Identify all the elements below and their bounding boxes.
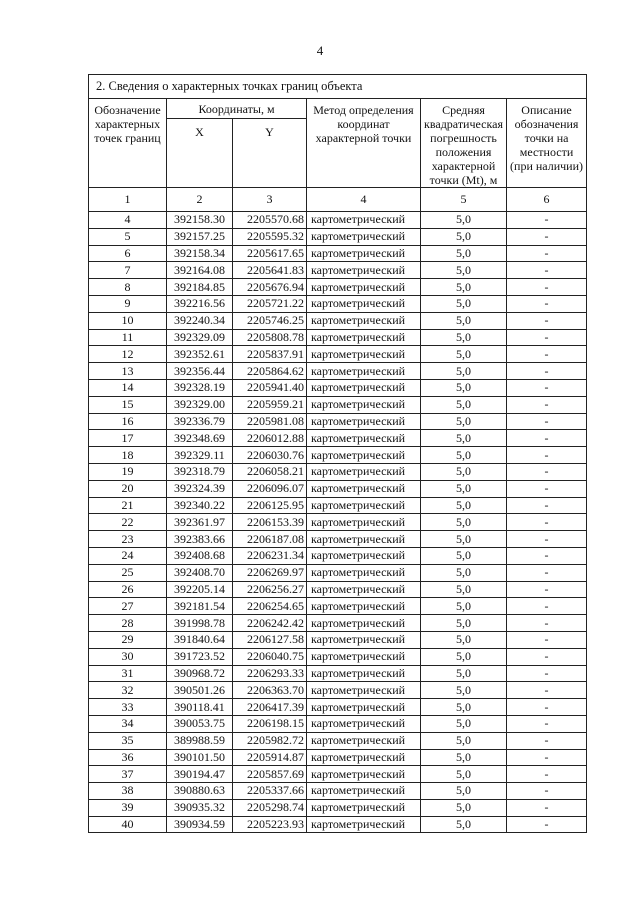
table-row xyxy=(89,531,587,548)
method-cell: картометрический xyxy=(307,631,421,648)
x-coordinate-cell: 392329.09 xyxy=(167,329,233,346)
point-number-cell: 12 xyxy=(89,346,167,363)
method-cell: картометрический xyxy=(307,783,421,800)
header-point: Обозначение характерных точек границ xyxy=(89,99,167,188)
table-row xyxy=(89,547,587,564)
description-cell: - xyxy=(507,564,587,581)
x-coordinate-cell: 390118.41 xyxy=(167,699,233,716)
table-row xyxy=(89,816,587,833)
method-cell: картометрический xyxy=(307,598,421,615)
description-cell: - xyxy=(507,732,587,749)
x-coordinate-cell: 392352.61 xyxy=(167,346,233,363)
description-cell: - xyxy=(507,749,587,766)
y-coordinate-cell: 2206417.39 xyxy=(233,699,307,716)
description-cell: - xyxy=(507,631,587,648)
table-row xyxy=(89,480,587,497)
point-number-cell: 18 xyxy=(89,447,167,464)
error-cell: 5,0 xyxy=(421,816,507,833)
description-cell: - xyxy=(507,497,587,514)
table-row xyxy=(89,329,587,346)
point-number-cell: 21 xyxy=(89,497,167,514)
x-coordinate-cell: 392329.00 xyxy=(167,396,233,413)
y-coordinate-cell: 2206256.27 xyxy=(233,581,307,598)
method-cell: картометрический xyxy=(307,228,421,245)
column-number: 3 xyxy=(233,188,307,212)
column-number: 5 xyxy=(421,188,507,212)
point-number-cell: 40 xyxy=(89,816,167,833)
x-coordinate-cell: 392328.19 xyxy=(167,379,233,396)
point-number-cell: 36 xyxy=(89,749,167,766)
y-coordinate-cell: 2206040.75 xyxy=(233,648,307,665)
y-coordinate-cell: 2206363.70 xyxy=(233,682,307,699)
x-coordinate-cell: 390053.75 xyxy=(167,715,233,732)
y-coordinate-cell: 2206242.42 xyxy=(233,615,307,632)
method-cell: картометрический xyxy=(307,346,421,363)
y-coordinate-cell: 2205570.68 xyxy=(233,212,307,229)
y-coordinate-cell: 2206125.95 xyxy=(233,497,307,514)
x-coordinate-cell: 390934.59 xyxy=(167,816,233,833)
point-number-cell: 38 xyxy=(89,783,167,800)
point-number-cell: 19 xyxy=(89,463,167,480)
y-coordinate-cell: 2205864.62 xyxy=(233,363,307,380)
column-number: 4 xyxy=(307,188,421,212)
error-cell: 5,0 xyxy=(421,262,507,279)
point-number-cell: 10 xyxy=(89,312,167,329)
x-coordinate-cell: 392157.25 xyxy=(167,228,233,245)
error-cell: 5,0 xyxy=(421,379,507,396)
error-cell: 5,0 xyxy=(421,228,507,245)
description-cell: - xyxy=(507,715,587,732)
description-cell: - xyxy=(507,463,587,480)
method-cell: картометрический xyxy=(307,581,421,598)
description-cell: - xyxy=(507,531,587,548)
x-coordinate-cell: 392158.34 xyxy=(167,245,233,262)
method-cell: картометрический xyxy=(307,699,421,716)
x-coordinate-cell: 392318.79 xyxy=(167,463,233,480)
error-cell: 5,0 xyxy=(421,799,507,816)
x-coordinate-cell: 391998.78 xyxy=(167,615,233,632)
y-coordinate-cell: 2205298.74 xyxy=(233,799,307,816)
y-coordinate-cell: 2205721.22 xyxy=(233,295,307,312)
y-coordinate-cell: 2205223.93 xyxy=(233,816,307,833)
x-coordinate-cell: 390101.50 xyxy=(167,749,233,766)
error-cell: 5,0 xyxy=(421,497,507,514)
method-cell: картометрический xyxy=(307,245,421,262)
table-row xyxy=(89,447,587,464)
description-cell: - xyxy=(507,447,587,464)
column-number: 6 xyxy=(507,188,587,212)
y-coordinate-cell: 2205808.78 xyxy=(233,329,307,346)
table-row xyxy=(89,312,587,329)
description-cell: - xyxy=(507,245,587,262)
description-cell: - xyxy=(507,295,587,312)
method-cell: картометрический xyxy=(307,212,421,229)
description-cell: - xyxy=(507,581,587,598)
point-number-cell: 24 xyxy=(89,547,167,564)
description-cell: - xyxy=(507,783,587,800)
y-coordinate-cell: 2205982.72 xyxy=(233,732,307,749)
x-coordinate-cell: 392348.69 xyxy=(167,430,233,447)
table-row xyxy=(89,413,587,430)
x-coordinate-cell: 392216.56 xyxy=(167,295,233,312)
table-row xyxy=(89,514,587,531)
table-row xyxy=(89,463,587,480)
y-coordinate-cell: 2205941.40 xyxy=(233,379,307,396)
method-cell: картометрический xyxy=(307,682,421,699)
description-cell: - xyxy=(507,379,587,396)
method-cell: картометрический xyxy=(307,665,421,682)
method-cell: картометрический xyxy=(307,329,421,346)
point-number-cell: 39 xyxy=(89,799,167,816)
y-coordinate-cell: 2206231.34 xyxy=(233,547,307,564)
x-coordinate-cell: 390968.72 xyxy=(167,665,233,682)
y-coordinate-cell: 2205959.21 xyxy=(233,396,307,413)
method-cell: картометрический xyxy=(307,514,421,531)
point-number-cell: 7 xyxy=(89,262,167,279)
x-coordinate-cell: 392205.14 xyxy=(167,581,233,598)
point-number-cell: 11 xyxy=(89,329,167,346)
error-cell: 5,0 xyxy=(421,480,507,497)
description-cell: - xyxy=(507,363,587,380)
description-cell: - xyxy=(507,312,587,329)
method-cell: картометрический xyxy=(307,816,421,833)
x-coordinate-cell: 391723.52 xyxy=(167,648,233,665)
point-number-cell: 26 xyxy=(89,581,167,598)
table-row xyxy=(89,346,587,363)
error-cell: 5,0 xyxy=(421,312,507,329)
x-coordinate-cell: 392336.79 xyxy=(167,413,233,430)
error-cell: 5,0 xyxy=(421,766,507,783)
error-cell: 5,0 xyxy=(421,279,507,296)
error-cell: 5,0 xyxy=(421,396,507,413)
method-cell: картометрический xyxy=(307,531,421,548)
point-number-cell: 9 xyxy=(89,295,167,312)
point-number-cell: 17 xyxy=(89,430,167,447)
description-cell: - xyxy=(507,514,587,531)
x-coordinate-cell: 392324.39 xyxy=(167,480,233,497)
error-cell: 5,0 xyxy=(421,363,507,380)
error-cell: 5,0 xyxy=(421,615,507,632)
header-method: Метод определения координат характерной точки xyxy=(307,99,421,188)
error-cell: 5,0 xyxy=(421,329,507,346)
x-coordinate-cell: 392361.97 xyxy=(167,514,233,531)
method-cell: картометрический xyxy=(307,363,421,380)
point-number-cell: 34 xyxy=(89,715,167,732)
point-number-cell: 23 xyxy=(89,531,167,548)
table-row xyxy=(89,799,587,816)
header-x: X xyxy=(167,119,233,188)
method-cell: картометрический xyxy=(307,480,421,497)
method-cell: картометрический xyxy=(307,295,421,312)
table-row xyxy=(89,279,587,296)
description-cell: - xyxy=(507,396,587,413)
method-cell: картометрический xyxy=(307,648,421,665)
point-number-cell: 6 xyxy=(89,245,167,262)
method-cell: картометрический xyxy=(307,430,421,447)
x-coordinate-cell: 392164.08 xyxy=(167,262,233,279)
y-coordinate-cell: 2205641.83 xyxy=(233,262,307,279)
table-row xyxy=(89,245,587,262)
description-cell: - xyxy=(507,816,587,833)
header-coordinates: Координаты, м xyxy=(167,99,307,119)
error-cell: 5,0 xyxy=(421,732,507,749)
table-row xyxy=(89,564,587,581)
error-cell: 5,0 xyxy=(421,346,507,363)
y-coordinate-cell: 2206030.76 xyxy=(233,447,307,464)
error-cell: 5,0 xyxy=(421,749,507,766)
header-error: Средняя квадратическая погрешность положения характерной точки (Mt), м xyxy=(421,99,507,188)
header-description: Описание обозначения точки на местности (при наличии) xyxy=(507,99,587,188)
x-coordinate-cell: 392240.34 xyxy=(167,312,233,329)
x-coordinate-cell: 392329.11 xyxy=(167,447,233,464)
error-cell: 5,0 xyxy=(421,682,507,699)
method-cell: картометрический xyxy=(307,732,421,749)
description-cell: - xyxy=(507,262,587,279)
description-cell: - xyxy=(507,212,587,229)
method-cell: картометрический xyxy=(307,615,421,632)
description-cell: - xyxy=(507,648,587,665)
method-cell: картометрический xyxy=(307,463,421,480)
page-number: 4 xyxy=(316,43,324,58)
error-cell: 5,0 xyxy=(421,715,507,732)
x-coordinate-cell: 392408.70 xyxy=(167,564,233,581)
y-coordinate-cell: 2205617.65 xyxy=(233,245,307,262)
point-number-cell: 31 xyxy=(89,665,167,682)
error-cell: 5,0 xyxy=(421,212,507,229)
point-number-cell: 37 xyxy=(89,766,167,783)
y-coordinate-cell: 2206198.15 xyxy=(233,715,307,732)
y-coordinate-cell: 2205857.69 xyxy=(233,766,307,783)
error-cell: 5,0 xyxy=(421,598,507,615)
y-coordinate-cell: 2205981.08 xyxy=(233,413,307,430)
description-cell: - xyxy=(507,480,587,497)
method-cell: картометрический xyxy=(307,379,421,396)
y-coordinate-cell: 2205746.25 xyxy=(233,312,307,329)
y-coordinate-cell: 2205676.94 xyxy=(233,279,307,296)
point-number-cell: 16 xyxy=(89,413,167,430)
y-coordinate-cell: 2206096.07 xyxy=(233,480,307,497)
error-cell: 5,0 xyxy=(421,699,507,716)
point-number-cell: 32 xyxy=(89,682,167,699)
column-number-row xyxy=(89,188,587,212)
error-cell: 5,0 xyxy=(421,447,507,464)
y-coordinate-cell: 2206012.88 xyxy=(233,430,307,447)
table-row xyxy=(89,699,587,716)
error-cell: 5,0 xyxy=(421,631,507,648)
point-number-cell: 27 xyxy=(89,598,167,615)
table-row xyxy=(89,615,587,632)
x-coordinate-cell: 390880.63 xyxy=(167,783,233,800)
error-cell: 5,0 xyxy=(421,413,507,430)
point-number-cell: 15 xyxy=(89,396,167,413)
description-cell: - xyxy=(507,699,587,716)
y-coordinate-cell: 2206187.08 xyxy=(233,531,307,548)
error-cell: 5,0 xyxy=(421,295,507,312)
table-row xyxy=(89,228,587,245)
description-cell: - xyxy=(507,547,587,564)
description-cell: - xyxy=(507,413,587,430)
description-cell: - xyxy=(507,665,587,682)
y-coordinate-cell: 2205337.66 xyxy=(233,783,307,800)
y-coordinate-cell: 2206254.65 xyxy=(233,598,307,615)
description-cell: - xyxy=(507,799,587,816)
error-cell: 5,0 xyxy=(421,783,507,800)
point-number-cell: 4 xyxy=(89,212,167,229)
table-row xyxy=(89,766,587,783)
description-cell: - xyxy=(507,228,587,245)
x-coordinate-cell: 389988.59 xyxy=(167,732,233,749)
method-cell: картометрический xyxy=(307,715,421,732)
boundary-points-table xyxy=(88,74,587,833)
point-number-cell: 20 xyxy=(89,480,167,497)
table-body xyxy=(89,212,587,833)
y-coordinate-cell: 2206127.58 xyxy=(233,631,307,648)
error-cell: 5,0 xyxy=(421,531,507,548)
table-row xyxy=(89,212,587,229)
table-row xyxy=(89,396,587,413)
y-coordinate-cell: 2205914.87 xyxy=(233,749,307,766)
error-cell: 5,0 xyxy=(421,648,507,665)
method-cell: картометрический xyxy=(307,447,421,464)
error-cell: 5,0 xyxy=(421,245,507,262)
point-number-cell: 13 xyxy=(89,363,167,380)
point-number-cell: 29 xyxy=(89,631,167,648)
table-row xyxy=(89,379,587,396)
x-coordinate-cell: 392184.85 xyxy=(167,279,233,296)
method-cell: картометрический xyxy=(307,766,421,783)
description-cell: - xyxy=(507,329,587,346)
table-row xyxy=(89,497,587,514)
x-coordinate-cell: 392383.66 xyxy=(167,531,233,548)
x-coordinate-cell: 390194.47 xyxy=(167,766,233,783)
table-row xyxy=(89,732,587,749)
method-cell: картометрический xyxy=(307,749,421,766)
description-cell: - xyxy=(507,615,587,632)
error-cell: 5,0 xyxy=(421,547,507,564)
x-coordinate-cell: 392356.44 xyxy=(167,363,233,380)
x-coordinate-cell: 392340.22 xyxy=(167,497,233,514)
table-row xyxy=(89,648,587,665)
table-row xyxy=(89,581,587,598)
y-coordinate-cell: 2205595.32 xyxy=(233,228,307,245)
point-number-cell: 22 xyxy=(89,514,167,531)
method-cell: картометрический xyxy=(307,262,421,279)
y-coordinate-cell: 2206058.21 xyxy=(233,463,307,480)
description-cell: - xyxy=(507,279,587,296)
table-row xyxy=(89,715,587,732)
x-coordinate-cell: 390501.26 xyxy=(167,682,233,699)
description-cell: - xyxy=(507,430,587,447)
error-cell: 5,0 xyxy=(421,564,507,581)
method-cell: картометрический xyxy=(307,547,421,564)
table-row xyxy=(89,295,587,312)
description-cell: - xyxy=(507,598,587,615)
method-cell: картометрический xyxy=(307,564,421,581)
x-coordinate-cell: 390935.32 xyxy=(167,799,233,816)
y-coordinate-cell: 2205837.91 xyxy=(233,346,307,363)
table-row xyxy=(89,682,587,699)
description-cell: - xyxy=(507,766,587,783)
point-number-cell: 30 xyxy=(89,648,167,665)
table-row xyxy=(89,665,587,682)
x-coordinate-cell: 392408.68 xyxy=(167,547,233,564)
table-row xyxy=(89,262,587,279)
table-row xyxy=(89,430,587,447)
point-number-cell: 33 xyxy=(89,699,167,716)
description-cell: - xyxy=(507,346,587,363)
point-number-cell: 28 xyxy=(89,615,167,632)
point-number-cell: 8 xyxy=(89,279,167,296)
y-coordinate-cell: 2206269.97 xyxy=(233,564,307,581)
table-row xyxy=(89,631,587,648)
table-row xyxy=(89,363,587,380)
error-cell: 5,0 xyxy=(421,514,507,531)
point-number-cell: 35 xyxy=(89,732,167,749)
column-number: 1 xyxy=(89,188,167,212)
x-coordinate-cell: 391840.64 xyxy=(167,631,233,648)
method-cell: картометрический xyxy=(307,497,421,514)
y-coordinate-cell: 2206293.33 xyxy=(233,665,307,682)
point-number-cell: 25 xyxy=(89,564,167,581)
method-cell: картометрический xyxy=(307,396,421,413)
column-number: 2 xyxy=(167,188,233,212)
method-cell: картометрический xyxy=(307,312,421,329)
error-cell: 5,0 xyxy=(421,430,507,447)
error-cell: 5,0 xyxy=(421,463,507,480)
x-coordinate-cell: 392158.30 xyxy=(167,212,233,229)
section-title: 2. Сведения о характерных точках границ объекта xyxy=(89,75,587,99)
table-row xyxy=(89,598,587,615)
error-cell: 5,0 xyxy=(421,665,507,682)
header-y: Y xyxy=(233,119,307,188)
point-number-cell: 14 xyxy=(89,379,167,396)
point-number-cell: 5 xyxy=(89,228,167,245)
y-coordinate-cell: 2206153.39 xyxy=(233,514,307,531)
method-cell: картометрический xyxy=(307,413,421,430)
table-row xyxy=(89,749,587,766)
table-row xyxy=(89,783,587,800)
method-cell: картометрический xyxy=(307,799,421,816)
error-cell: 5,0 xyxy=(421,581,507,598)
method-cell: картометрический xyxy=(307,279,421,296)
x-coordinate-cell: 392181.54 xyxy=(167,598,233,615)
description-cell: - xyxy=(507,682,587,699)
